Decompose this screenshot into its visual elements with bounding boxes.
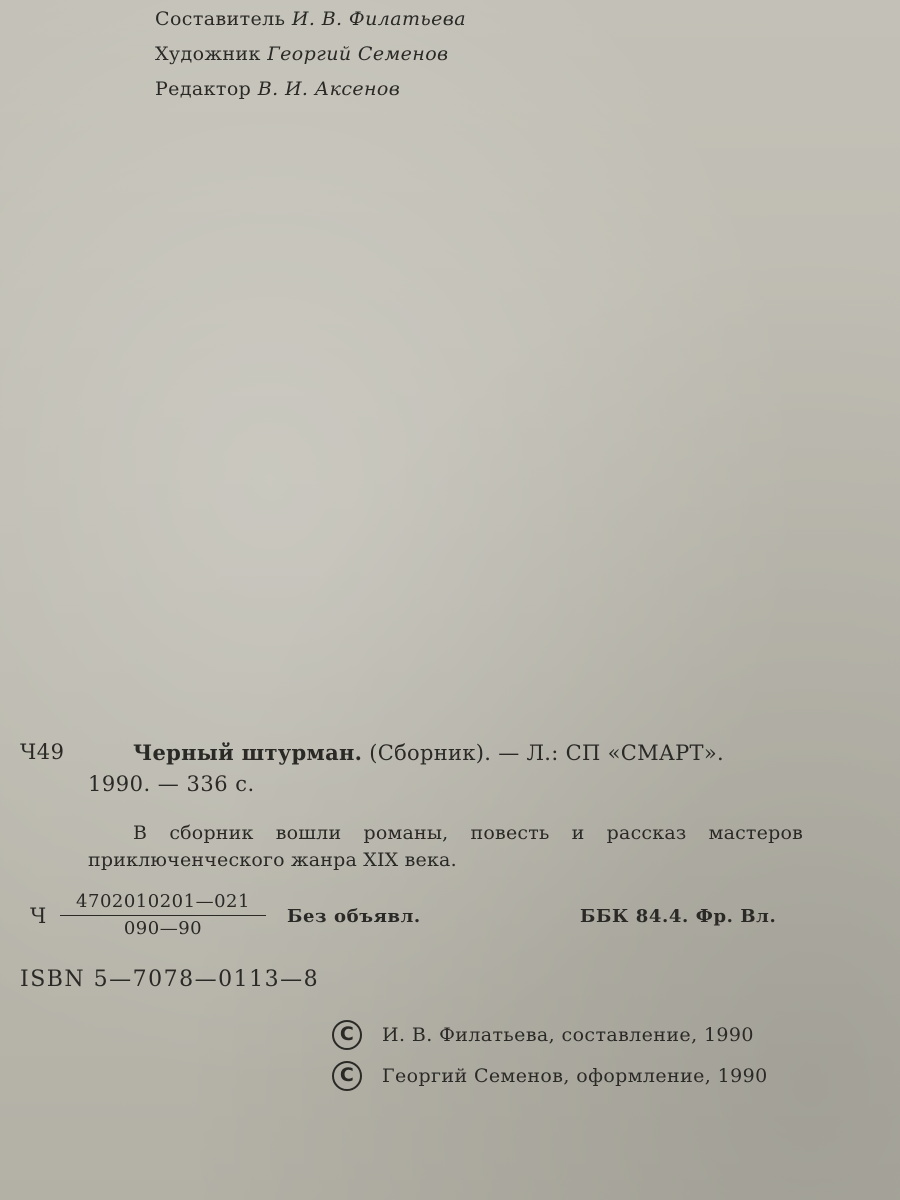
credit-compiler: [155, 2, 466, 37]
isbn: ISBN 5—7078—0113—8: [20, 967, 320, 992]
credit-role: Художник: [155, 43, 261, 65]
copyright-text: И. В. Филатьева, составление, 1990: [382, 1023, 754, 1046]
credit-artist: [155, 37, 466, 72]
index-letter: Ч: [30, 904, 47, 928]
classification-code: Ч49: [20, 740, 65, 764]
copyright-icon: C: [332, 1061, 362, 1091]
credit-name: Георгий Семенов: [267, 43, 449, 65]
credit-name: В. И. Аксенов: [257, 78, 401, 100]
year-pages: 1990. — 336 с.: [88, 772, 255, 796]
credit-name: И. В. Филатьева: [291, 8, 466, 30]
book-title: Черный штурман.: [133, 740, 363, 765]
credit-role: Редактор: [155, 78, 252, 100]
publisher-info: (Сборник). — Л.: СП «СМАРТ».: [369, 741, 724, 765]
copyright-block: [332, 1014, 768, 1096]
bbk-code: ББК 84.4. Фр. Вл.: [580, 906, 777, 927]
copyright-line: [332, 1055, 768, 1096]
index-numerator: 4702010201—021: [76, 891, 250, 912]
bibliographic-title-line: [133, 740, 724, 765]
credit-editor: [155, 72, 466, 107]
credit-role: Составитель: [155, 8, 286, 30]
copyright-icon: C: [332, 1020, 362, 1050]
annotation: В сборник вошли романы, повесть и рассказ мастеров приключенческого жанра XIX века.: [88, 822, 803, 871]
index-denominator: 090—90: [123, 918, 203, 939]
index-fraction: [60, 889, 266, 942]
copyright-line: [332, 1014, 768, 1055]
credits-block: [155, 2, 466, 107]
copyright-text: Георгий Семенов, оформление, 1990: [382, 1064, 768, 1087]
no-advertisement-note: Без объявл.: [287, 906, 421, 927]
